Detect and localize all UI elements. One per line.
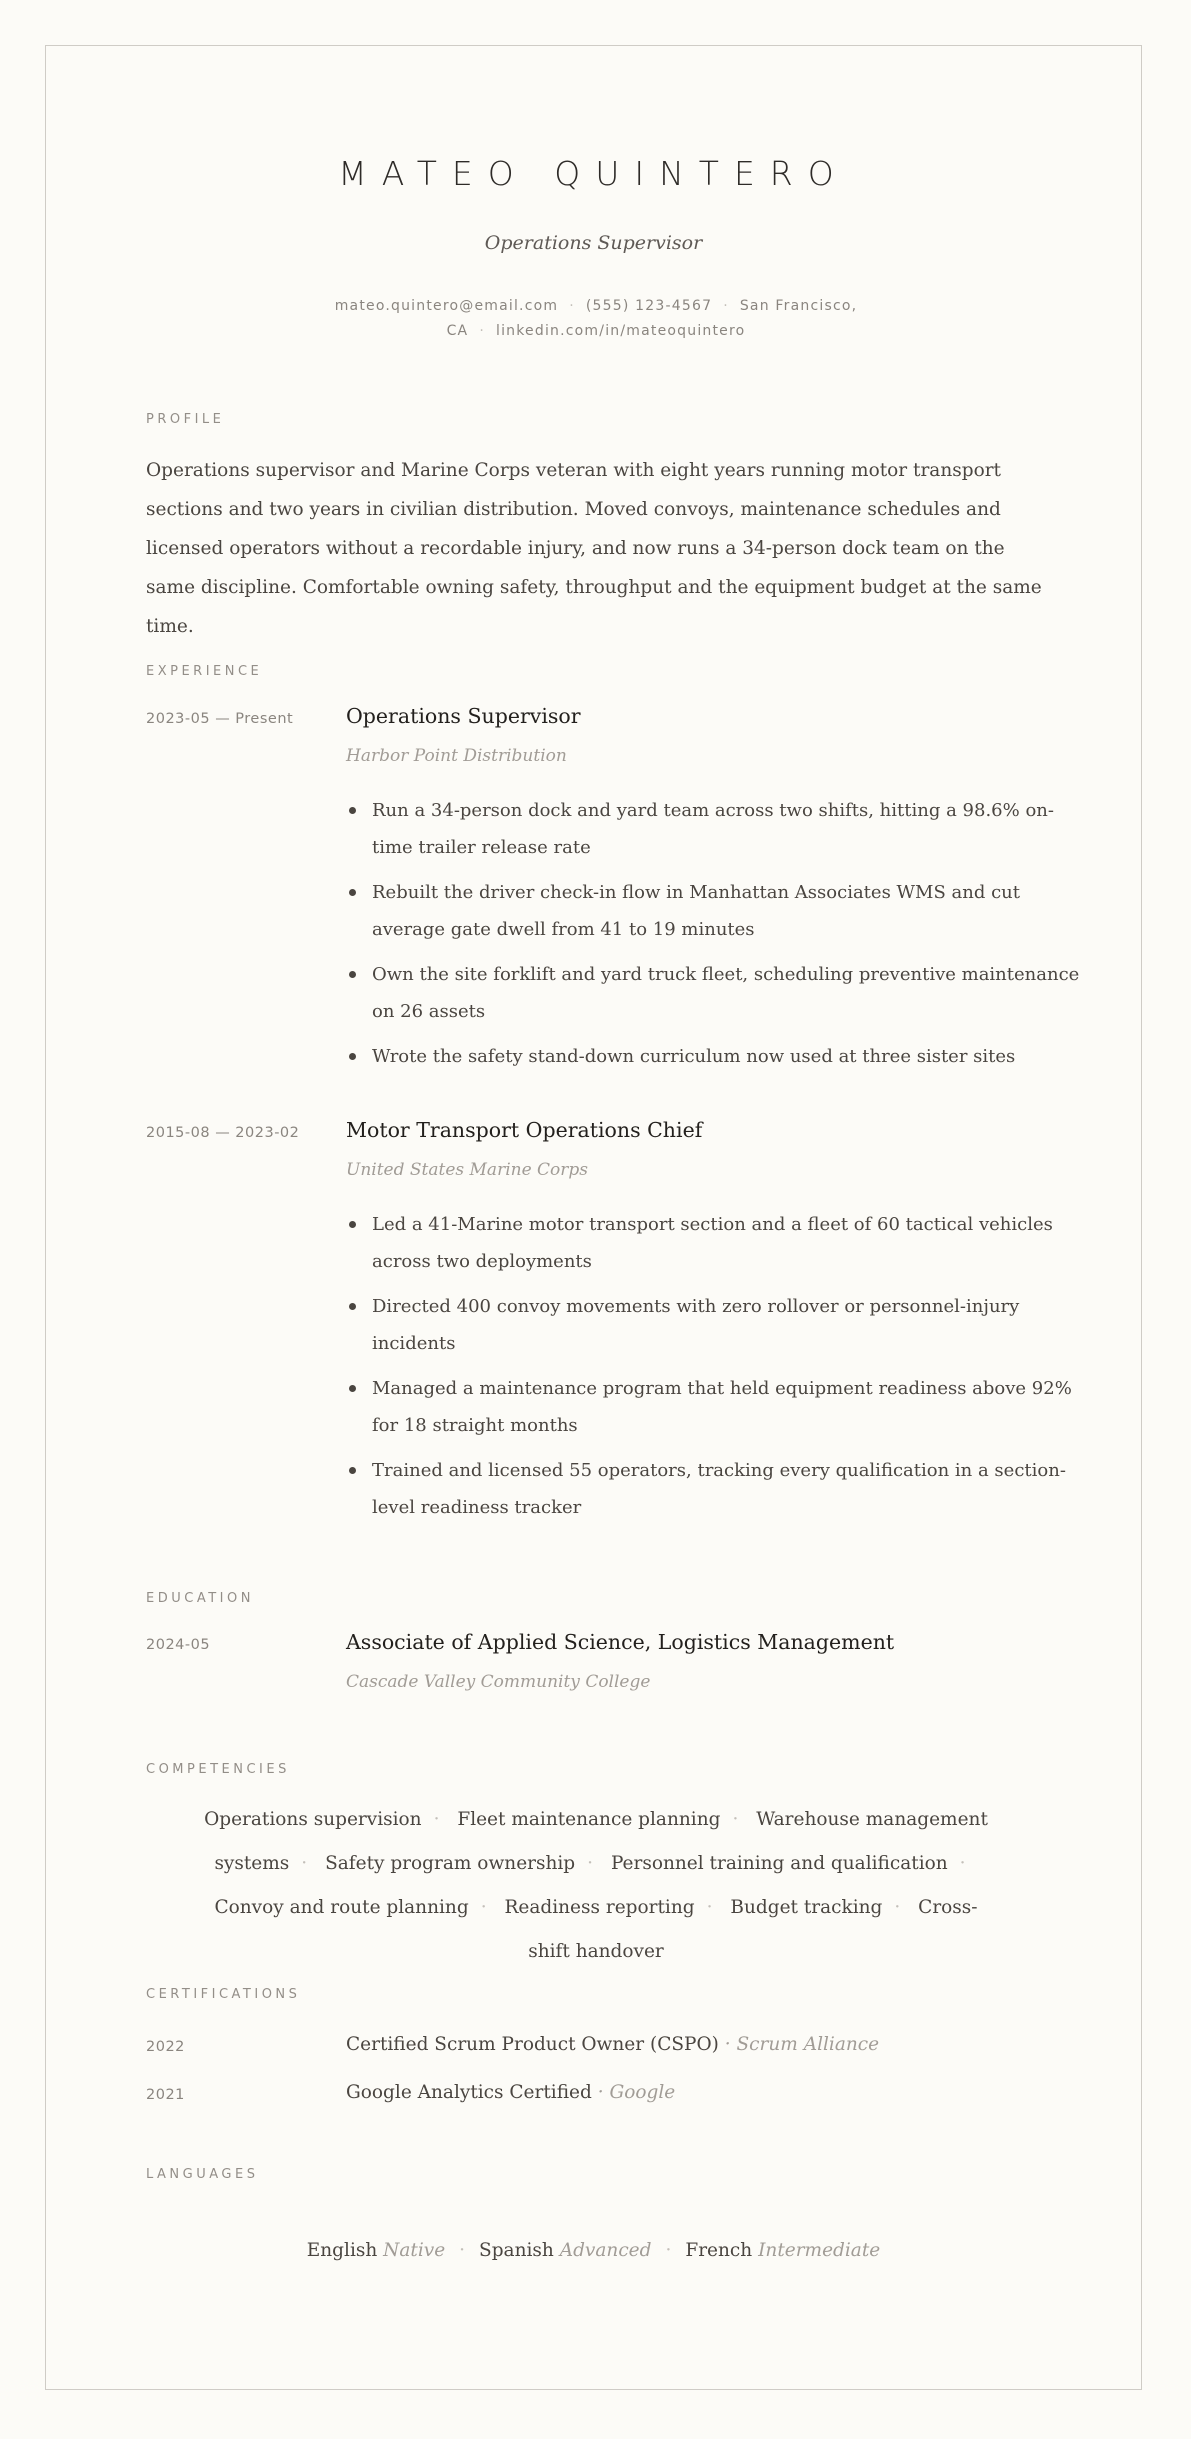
competency-item: Safety program ownership: [325, 1853, 576, 1874]
contact-phone[interactable]: (555) 123-4567: [585, 298, 713, 314]
separator-dot: ·: [479, 323, 485, 339]
separator-dot: ·: [732, 1809, 739, 1830]
language-level: Intermediate: [758, 2240, 881, 2261]
job-bullet: Run a 34-person dock and yard team across two shifts, hitting a 98.6% on-time trailer release rate: [346, 792, 1086, 866]
section-label-certifications: CERTIFICATIONS: [146, 1987, 301, 2002]
job-organization: Harbor Point Distribution: [346, 746, 567, 766]
section-label-experience: EXPERIENCE: [146, 664, 263, 679]
competency-item: Personnel training and qualification: [610, 1853, 948, 1874]
separator-dot: ·: [706, 1897, 713, 1918]
competency-item: Budget tracking: [730, 1897, 883, 1918]
competency-item: Cross-shift handover: [528, 1897, 978, 1962]
separator-dot: ·: [959, 1853, 966, 1874]
language-name: French: [685, 2240, 753, 2261]
job-bullet: Trained and licensed 55 operators, tracking every qualification in a section-level readiness tracker: [346, 1452, 1086, 1526]
competency-item: Convoy and route planning: [214, 1897, 469, 1918]
job-bullets: [346, 792, 1086, 1083]
separator-dot: ·: [894, 1897, 901, 1918]
contact-line: [316, 294, 876, 344]
job-title: Operations Supervisor: [346, 704, 581, 728]
section-label-profile: PROFILE: [146, 412, 225, 427]
language-name: English: [306, 2240, 378, 2261]
education-date: 2024-05: [146, 1637, 211, 1653]
certification-issuer: · Google: [597, 2082, 676, 2103]
job-dates: 2015-08 — 2023-02: [146, 1125, 300, 1141]
certification-year: 2021: [146, 2087, 185, 2103]
languages-list: [46, 2240, 1141, 2261]
language-level: Native: [383, 2240, 446, 2261]
job-bullet: Wrote the safety stand-down curriculum now used at three sister sites: [346, 1038, 1086, 1075]
separator-dot: ·: [587, 1853, 594, 1874]
education-degree: Associate of Applied Science, Logistics Management: [346, 1630, 895, 1654]
section-label-education: EDUCATION: [146, 1591, 254, 1606]
section-label-languages: LANGUAGES: [146, 2167, 259, 2182]
contact-email[interactable]: mateo.quintero@email.com: [334, 298, 559, 314]
certification-entry: [346, 2034, 879, 2055]
certification-entry: [346, 2082, 675, 2103]
competency-item: Fleet maintenance planning: [457, 1809, 721, 1830]
resume-page: [45, 45, 1142, 2390]
language-name: Spanish: [479, 2240, 554, 2261]
job-title: Motor Transport Operations Chief: [346, 1118, 703, 1142]
job-dates: 2023-05 — Present: [146, 711, 294, 727]
certification-year: 2022: [146, 2039, 185, 2055]
competencies-list: [196, 1798, 996, 1974]
certification-name: Google Analytics Certified: [346, 2082, 592, 2103]
education-school: Cascade Valley Community College: [346, 1672, 651, 1692]
job-bullet: Led a 41-Marine motor transport section and a fleet of 60 tactical vehicles across two deployments: [346, 1206, 1086, 1280]
competency-item: Readiness reporting: [504, 1897, 695, 1918]
certification-issuer: · Scrum Alliance: [724, 2034, 880, 2055]
separator-dot: ·: [433, 1809, 440, 1830]
separator-dot: ·: [569, 298, 575, 314]
section-label-competencies: COMPETENCIES: [146, 1762, 290, 1777]
separator-dot: ·: [301, 1853, 308, 1874]
profile-summary: Operations supervisor and Marine Corps veteran with eight years running motor transport sections and two years in civilian distribution. Moved convoys, maintenance schedules and licensed operators without a recordable injury, and now runs a 34-person dock team on the same discipline. Comfortable owning safety, throughput and the equipment budget at the same time.: [146, 460, 1042, 637]
separator-dot: ·: [665, 2240, 672, 2261]
competency-item: Warehouse management systems: [214, 1809, 988, 1874]
job-bullet: Rebuilt the driver check-in flow in Manhattan Associates WMS and cut average gate dwell from 41 to 19 minutes: [346, 874, 1086, 948]
candidate-role: Operations Supervisor: [484, 232, 703, 254]
separator-dot: ·: [480, 1897, 487, 1918]
separator-dot: ·: [723, 298, 729, 314]
contact-linkedin[interactable]: linkedin.com/in/mateoquintero: [496, 323, 746, 339]
separator-dot: ·: [459, 2240, 466, 2261]
job-bullet: Own the site forklift and yard truck fleet, scheduling preventive maintenance on 26 assets: [346, 956, 1086, 1030]
contact-location: San Francisco, CA: [446, 298, 858, 339]
job-bullets: [346, 1206, 1086, 1534]
job-bullet: Directed 400 convoy movements with zero rollover or personnel-injury incidents: [346, 1288, 1086, 1362]
language-level: Advanced: [559, 2240, 652, 2261]
job-organization: United States Marine Corps: [346, 1160, 589, 1180]
job-bullet: Managed a maintenance program that held equipment readiness above 92% for 18 straight months: [346, 1370, 1086, 1444]
candidate-name: MATEO QUINTERO: [338, 154, 849, 193]
competency-item: Operations supervision: [204, 1809, 422, 1830]
certification-name: Certified Scrum Product Owner (CSPO): [346, 2034, 719, 2055]
